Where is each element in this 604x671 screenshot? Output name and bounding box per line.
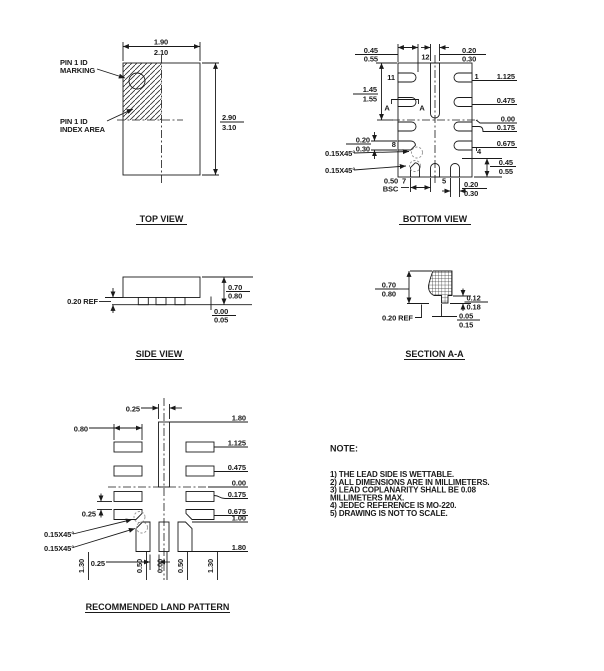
offset-bottom-1p80: 1.80 [231, 543, 246, 552]
pad-pin5 [451, 164, 460, 178]
pin-number-12: 12 [421, 52, 430, 62]
dim-ref: 0.20 REF [382, 313, 413, 323]
pad-pin2 [454, 98, 472, 107]
section-aa-title: SECTION A-A [405, 349, 464, 359]
dim-pad-length-max: 0.55 [363, 54, 378, 64]
land-bottom-left-chamfered [136, 522, 150, 552]
pin1-marking-leader-arrow [97, 69, 125, 78]
pad-pin4 [454, 141, 472, 150]
land-bottom-right-chamfered [178, 522, 192, 552]
lead-bump-2 [156, 298, 166, 305]
pin-number-1: 1 [474, 72, 479, 81]
pin-number-7: 7 [401, 176, 407, 186]
pad-pin11 [398, 73, 416, 82]
bottom-view [325, 44, 517, 225]
dim-lead-frame-ref: 0.20 REF [67, 297, 98, 306]
dim-bottom-pad-width-min: 0.20 [464, 180, 479, 189]
pin-number-4: 4 [476, 147, 482, 156]
chamfer-note-1: 0.15X45° [44, 530, 75, 539]
lead-cross-section [429, 271, 452, 303]
offset-1p125: 1.125 [227, 438, 246, 448]
land-pattern [44, 398, 248, 613]
pin1-index-label-line1: PIN 1 ID [60, 117, 88, 126]
land-row4-left-chamfered [114, 510, 142, 520]
dim-step-max: 0.15 [459, 320, 474, 330]
dim-step-min: 0.05 [459, 311, 474, 321]
dim-bottom-pad-length-max: 0.55 [498, 167, 513, 176]
dim-center-offset-max: 1.55 [362, 94, 377, 104]
top-view-title: TOP VIEW [139, 214, 184, 224]
coord-right-1p30: 1.30 [206, 558, 215, 574]
pad-pin7-chamfered [411, 163, 420, 177]
pin1-index-label-line2: INDEX AREA [60, 125, 105, 134]
dim-standoff-max: 0.05 [214, 315, 229, 325]
offset-1p00: 1.00 [231, 513, 246, 523]
dim-flank-max: 0.18 [466, 302, 481, 312]
dim-bottom-pad-width-max: 0.30 [464, 189, 479, 198]
dim-pad-length-min: 0.45 [363, 46, 378, 55]
land-row1-left [114, 442, 142, 452]
coord-right-0p50: 0.50 [176, 558, 185, 574]
dim-height-max: 0.80 [228, 291, 243, 301]
package-body-outline [123, 277, 200, 298]
dim-center-offset-min: 1.45 [362, 85, 377, 94]
land-row3-right [186, 492, 214, 502]
pad-pin9 [398, 122, 416, 131]
dim-pad-length: 0.80 [73, 424, 88, 434]
note-line-5: 5) DRAWING IS NOT TO SCALE. [330, 509, 448, 518]
side-view [67, 277, 253, 360]
land-row1-right [186, 442, 214, 452]
note-line-3: 3) LEAD COPLANARITY SHALL BE 0.08 [330, 485, 476, 495]
dim-center-pad-width: 0.25 [125, 404, 140, 414]
pin-number-11: 11 [387, 73, 395, 82]
offset-0p675: 0.675 [496, 139, 515, 148]
note-line-4: 4) JEDEC REFERENCE IS MO-220. [330, 501, 457, 511]
pad-pin10 [398, 98, 416, 107]
dim-pad-width-max: 0.30 [355, 144, 370, 154]
pin-number-8: 8 [391, 140, 396, 149]
chamfer-callout-circle-pin8 [412, 147, 423, 158]
land-pattern-title: RECOMMENDED LAND PATTERN [85, 602, 230, 612]
lead-bump-1 [138, 298, 148, 305]
dim-row-gap: 0.25 [81, 509, 96, 519]
dim-height-max: 0.80 [381, 289, 396, 299]
chamfer-note-2: 0.15X45° [325, 166, 356, 175]
dim-pin12-width-max: 0.30 [462, 54, 477, 64]
section-mark-a-right: A [419, 103, 425, 113]
land-row2-left [114, 466, 142, 476]
dim-flank-min: 0.12 [466, 293, 481, 303]
offset-top-1p80: 1.80 [231, 413, 246, 423]
note-line-1: 1) THE LEAD SIDE IS WETTABLE. [330, 470, 454, 479]
pad-pin1 [454, 73, 472, 82]
dim-pitch-bsc: BSC [382, 184, 399, 194]
dim-pin12-width-min: 0.20 [462, 46, 477, 55]
land-row2-right [186, 466, 214, 476]
chamfer-note-1: 0.15X45° [325, 149, 356, 158]
offset-0p175: 0.175 [227, 490, 246, 499]
pad-pin3 [454, 122, 472, 131]
notes [330, 444, 490, 519]
section-a-a [375, 271, 488, 360]
pin1-marking-label-line1: PIN 1 ID [60, 58, 88, 67]
dim-width-min: 1.90 [153, 37, 169, 47]
pin1-index-hatch-area [123, 63, 162, 120]
note-line-3-cont: MILLIMETERS MAX. [330, 493, 405, 503]
bottom-view-title: BOTTOM VIEW [402, 214, 468, 224]
offset-0p475: 0.475 [227, 463, 246, 472]
note-line-2: 2) ALL DIMENSIONS ARE IN MILLIMETERS. [330, 477, 490, 487]
dim-pitch-value: 0.50 [383, 176, 399, 186]
lead-bump-3 [175, 298, 185, 305]
dim-pad-width-min: 0.20 [355, 135, 370, 145]
chamfer-note-2: 0.15X45° [44, 544, 75, 553]
offset-0p475: 0.475 [496, 96, 515, 105]
offset-0p00: 0.00 [500, 114, 515, 124]
section-mark-a-left: A [384, 103, 390, 113]
land-row3-left [114, 492, 142, 502]
offset-0p175: 0.175 [496, 123, 515, 132]
dim-standoff-min: 0.00 [214, 307, 229, 316]
offset-1p125: 1.125 [496, 72, 515, 81]
offset-0p00: 0.00 [231, 478, 246, 488]
dim-width-max: 2.10 [153, 48, 169, 57]
pin-number-5: 5 [441, 176, 447, 186]
dim-bottom-pad-length-min: 0.45 [498, 158, 513, 167]
dim-bottom-gap: 0.25 [90, 559, 105, 568]
offset-0p675: 0.675 [227, 507, 246, 516]
coord-center-0p00: 0.00 [155, 558, 165, 574]
side-view-title: SIDE VIEW [135, 349, 183, 359]
coord-left-1p30: 1.30 [77, 558, 86, 574]
dim-height-min: 2.90 [222, 113, 237, 122]
dim-height-min: 0.70 [381, 280, 396, 290]
land-row4-right-chamfered [186, 510, 214, 520]
top-view [60, 38, 244, 225]
dim-height-min: 0.70 [228, 283, 243, 292]
dim-height-max: 3.10 [222, 123, 237, 132]
pin1-marking-label-line2: MARKING [60, 66, 96, 75]
coord-left-0p50: 0.50 [135, 558, 144, 574]
note-heading: NOTE: [330, 443, 358, 454]
